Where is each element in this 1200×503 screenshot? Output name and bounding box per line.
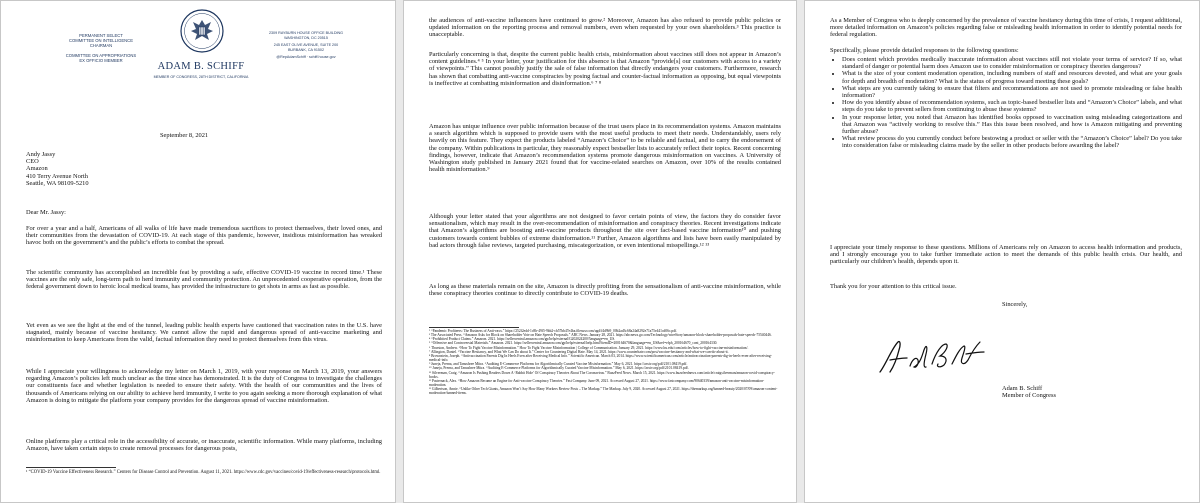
office-address-line: 2309 RAYBURN HOUSE OFFICE BUILDING bbox=[268, 31, 344, 35]
questions-list bbox=[830, 56, 1182, 150]
committee-line: COMMITTEE ON APPROPRIATIONS bbox=[65, 52, 137, 58]
footnote: ⁴ “Prohibited Product Claims.” Amazon. 2021. https://sellercentral.amazon.com/gp/help/external/G202024200?language=en_US. bbox=[429, 337, 616, 342]
footnote: ⁸ Brownstein, Joseph. “Antivaccination Parents Dig In Heels Even after Receiving Medical Info.” Scientific American. March 03, 2014. https://www.scientificamerican.com/article/antivaccination-parents-dig-in-heels-even-after-receiving-medical-info. bbox=[429, 353, 772, 363]
letterhead-contact bbox=[263, 31, 349, 60]
question-item: • In your response letter, you noted that Amazon has identified books opposed to vaccination using misleading categorizations and that Amazon was “actively working to resolve this.” Has this issue been resolved, and how is Amazon mitigating and preventing further abuse? bbox=[842, 114, 1182, 136]
letterhead-name: ADAM B. SCHIFF bbox=[157, 61, 245, 72]
committee-role: EX OFFICIO MEMBER bbox=[79, 57, 123, 63]
paragraph: As long as these materials remain on the site, Amazon is directly profiting from the sensationalism of anti-vaccine misinformation, while these conspiracy theories continue to directly contribute to COVID-19 deaths. bbox=[429, 283, 781, 298]
question-item: • Does content which provides medically inaccurate information about vaccines still not violate your terms of service? If so, what standard of danger or potential harm does Amazon use to consider misinformation or conspiracy theories dangerous? bbox=[842, 56, 1182, 70]
committee-line: COMMITTEE ON INTELLIGENCE bbox=[69, 38, 133, 44]
paragraph: Online platforms play a critical role in the accessibility of accurate, or inaccurate, scientific information. While many platforms, including Amazon, have taken certain steps to create removal processes for dangerous posts, bbox=[26, 438, 382, 453]
paragraph: As a Member of Congress who is deeply concerned by the prevalence of vaccine hesitancy during this time of crisis, I request additional, more detailed information on Amazon’s policies regarding false or misleading health information in order to identify potential needs for federal regulation. bbox=[830, 17, 1182, 39]
recipient-name: Andy Jassy bbox=[26, 151, 56, 158]
contact-web-line: @RepAdamSchiff · schiff.house.gov bbox=[276, 55, 336, 60]
recipient-title: CEO bbox=[26, 158, 39, 166]
recipient-address bbox=[26, 151, 226, 187]
footnote-divider bbox=[26, 467, 116, 468]
recipient-company: Amazon bbox=[26, 165, 48, 173]
footnote: ¹² Pasternack, Alex. “How Amazon Became an Engine for Anti-vaccine Conspiracy Theories.” Fast Company. June 09, 2021. Accessed August 27, 2021. https://www.fastcompany.com/90640339/amazon-anti-vaccine-misinformation-moderation. bbox=[429, 378, 765, 388]
paragraph: Yet even as we see the light at the end of the tunnel, leading public health experts have cautioned that vaccination rates in the U.S. have stagnated, mainly because of vaccine hesitancy. We cannot allow the rapid and dangerous spread of anti-vaccine marketing and misinformation to keep Americans from the valid, factual information they need to protect themselves from this virus. bbox=[26, 322, 382, 344]
footnote: ¹³ Gilbertson, Annie. “Unlike Other Tech Giants, Amazon Won’t Say How Many Workers Review Posts – The Markup.” The Markup. July 9, 2020. Accessed August 27, 2021. https://themarkup.org/banned-beauty/2020/07/09/amazon-content-moderation-banned-items. bbox=[429, 387, 778, 396]
footnote: ⁵ “Offensive and Controversial Materials.” Amazon. 2021. https://sellercentral.amazon.com/gp/help/external/help.html?itemID=200164670&language=en_US&ref=efph_200164670_cont_200164330. bbox=[429, 341, 718, 346]
question-item: • What review process do you currently conduct before bestowing a product or seller with the “Amazon’s Choice” label? Do you take into consideration false or misleading claims made by the seller in other products before awarding the label? bbox=[842, 135, 1182, 149]
thanks-line: Thank you for your attention to this critical issue. bbox=[830, 283, 957, 290]
committee-role: CHAIRMAN bbox=[89, 43, 113, 49]
question-item: • How do you identify abuse of recommendation systems, such as topic-based bestseller lists and “Amazon’s Choice” labels, and what steps do you take to prevent sellers from continuing to abuse these systems? bbox=[842, 99, 1182, 113]
signer-block bbox=[1002, 385, 1142, 399]
question-item: • What is the size of your content moderation operation, including numbers of staff and resources devoted, and what are your goals for depth and breadth of moderation? What is the status of progress toward meeting these goals? bbox=[842, 70, 1182, 84]
paragraph: For over a year and a half, Americans of all walks of life have made tremendous sacrifices to protect themselves, their loved ones, and their communities from the devastation of COVID-19. At each stage of this pandemic, however, insidious misinformation has wreaked havoc both on the government’s and the public’s efforts to combat the spread. bbox=[26, 225, 382, 247]
footnote: ⁷ Allington, Daniel. “Vaccine Hesitancy, and What We Can Do about It.” Center for Countering Digital Hate. May 14, 2021. https://www.counterhate.com/post/vaccine-hesitancy-and-what-we-can-do-about-it. bbox=[429, 349, 729, 354]
footnote: ¹¹ Silverman, Craig. “Amazon Is Pushing Readers Down A ‘Rabbit Hole’ Of Conspiracy Theories About The Coronavirus.” BuzzFeed News. March 15, 2021. https://www.buzzfeednews.com/article/craigsilverman/amazon-covid-conspiracy-books. bbox=[429, 370, 775, 379]
letter-page-1 bbox=[0, 0, 396, 503]
paragraph: I appreciate your timely response to these questions. Millions of Americans rely on Amazon to access health information and products, and I strongly encourage you to take further immediate action to meet the demands of this public health crisis. Our health, and particularly our children’s health, depends upon it. bbox=[830, 244, 1182, 266]
letter-date: September 8, 2021 bbox=[160, 132, 209, 139]
office-address-line: BURBANK, CA 91502 bbox=[287, 47, 325, 52]
paragraph: Amazon has unique influence over public information because of the trust users place in its recommendation systems. Amazon maintains a search algorithm which is supposed to provide users with the most useful products to meet their needs. Understandably, users rely heavily on this feature. They expect the products labeled “Amazon’s Choice” to be reliable and factual, and to carry the endorsement of the company. Within publications in particular, they reasonably expect bestseller lists to accurately reflect their topics. Recent concerning findings, however, indicate that Amazon’s recommendation systems promote dangerous misinformation on vaccines. A University of Washington study published in January 2021 found that for vaccine-related searches on Amazon, over 10% of the results contained health misinformation.⁹ bbox=[429, 123, 781, 174]
committee-line: PERMANENT SELECT bbox=[79, 33, 123, 38]
question-item: • What steps are you currently taking to ensure that filters and recommendations are not used to promote misleading or false health information? bbox=[842, 85, 1182, 99]
office-address-line: WASHINGTON, DC 20515 bbox=[284, 35, 328, 40]
footnotes bbox=[429, 329, 781, 396]
footnote: ¹⁰ Juneja, Prerna, and Tanushree Mitra. “Auditing E-Commerce Platforms for Algorithmically Curated Vaccine Misinformation.” May 6, 2021. https://arxiv.org/pdf/2101.08419.pdf. bbox=[429, 366, 689, 371]
letterhead-subtitle: MEMBER OF CONGRESS, 28TH DISTRICT, CALIFORNIA bbox=[153, 75, 249, 79]
footnote: ⁶ Thurston, Andrew. “How To Fight Vaccine Misinformation.” How To Fight Vaccine Misinformation | College of Communication. January 29, 2021. https://www.bu.edu/com/articles/how-to-fight-vaccine-misinformation/. bbox=[429, 345, 749, 350]
signer-name: Adam B. Schiff bbox=[1002, 385, 1043, 392]
handwritten-signature bbox=[876, 334, 988, 380]
paragraph: The scientific community has accomplished an incredible feat by providing a safe, effective COVID-19 vaccine in record time.¹ These vaccines are the only safe, long-term path to herd immunity and community protection. An unprecedented cooperative operation, from the federal government down to heroic local medical teams, has provided the infrastructure to get shots in arms as fast as possible. bbox=[26, 269, 382, 291]
footnote: ⁹ Juneja, Prerna, and Tanushree Mitra. “Auditing E-Commerce Platforms for Algorithmically Curated Vaccine Misinformation.” May 6, 2021. https://arxiv.org/pdf/2101.08419.pdf. bbox=[429, 362, 688, 367]
signer-title: Member of Congress bbox=[1002, 392, 1056, 400]
paragraph: Particularly concerning is that, despite the current public health crisis, misinformation about vaccines still does not appear in Amazon’s content guidelines.⁴ ⁵ In your letter, your justification for this absence is that Amazon “provide[s] our customers with access to a variety of viewpoints.” This cannot possibly justify the sale of false information that directly endangers your customers. Furthermore, research has shown that combatting anti-vaccine conspiracies by posing factual and counter-factual information as opposing, but equal viewpoints is ineffective at combatting misinformation and disinformation.⁶ ⁷ ⁸ bbox=[429, 51, 781, 87]
letter-page-2 bbox=[403, 0, 797, 503]
recipient-city: Seattle, WA 98109-5210 bbox=[26, 179, 89, 187]
congressional-seal-icon bbox=[180, 9, 224, 53]
letter-page-3 bbox=[804, 0, 1200, 503]
office-address-line: 245 EAST OLIVE AVENUE, SUITE 200 bbox=[273, 43, 339, 48]
footnote-divider bbox=[429, 327, 519, 328]
signoff: Sincerely, bbox=[1002, 301, 1028, 308]
paragraph: While I appreciate your willingness to acknowledge my letter on March 1, 2019, with your response on March 13, 2019, your answers regarding Amazon’s policies left much unclear as the time since has demonstrated. It is the duty of Congress to investigate the challenges our constituents face and whether legislation is needed to ensure their safety. With the health of our communities and the lives of thousands of Americans relying on our ability to achieve herd immunity, I write to you again seeking a more thorough explanation of what Amazon is doing to mitigate the platform your company provides for the dangerous spread of vaccine misinformation. bbox=[26, 368, 382, 404]
footnote: ² “Pandemic Profiteers: The Business of Anti-vaxx.” https://252f2edd-1c8b-49f5-9bb2-cb57bb47e4ba.filesusr.com/ugd/f4d9b9_00b2ad3c68a24a8292e71a75e441cd06c.pdf. bbox=[429, 329, 678, 333]
paragraph: Although your letter stated that your algorithms are not designed to favor certain points of view, the factors they do consider favor sensationalism, which may result in the over-recommendation of misinformation and conspiracy theories. Recent investigations indicate that Amazon’s algorithms are boosting anti-vaccine products throughout the site over fact-based vaccine information¹⁰ and pushing customers towards content bubbles of extreme disinformation.¹¹ Further, Amazon algorithms and lists have been easily manipulated by bad actors through false reviews, targeted purchasing, miscategorization, or even intentional misspellings.¹² ¹³ bbox=[429, 213, 781, 249]
footnote: ³ The Associated Press. “Amazon Asks for Block on Shareholder Vote on Hate Speech Proposals.” ABC News. January 28, 2021. https://abcnews.go.com/Technology/wireStory/amazon-block-shareholder-proposals-hate-speech-75540446. bbox=[429, 333, 772, 338]
salutation: Dear Mr. Jassy: bbox=[26, 209, 66, 216]
letterhead-committees bbox=[57, 33, 145, 63]
questions-lead: Specifically, please provide detailed responses to the following questions: bbox=[830, 47, 1019, 54]
recipient-street: 410 Terry Avenue North bbox=[26, 172, 88, 180]
footnote: ¹ “COVID-19 Vaccine Effectiveness Research.” Centers for Disease Control and Prevention. August 11, 2021. https://www.cdc.gov/vaccines/covid-19/effectiveness-research/protocols.html. bbox=[26, 470, 381, 475]
paragraph: the audiences of anti-vaccine influencers have continued to grow.² Moreover, Amazon has also refused to provide public policies or updated information on the reporting process and removal numbers, even when requested by your own shareholders.³ This practice is unacceptable. bbox=[429, 17, 781, 39]
